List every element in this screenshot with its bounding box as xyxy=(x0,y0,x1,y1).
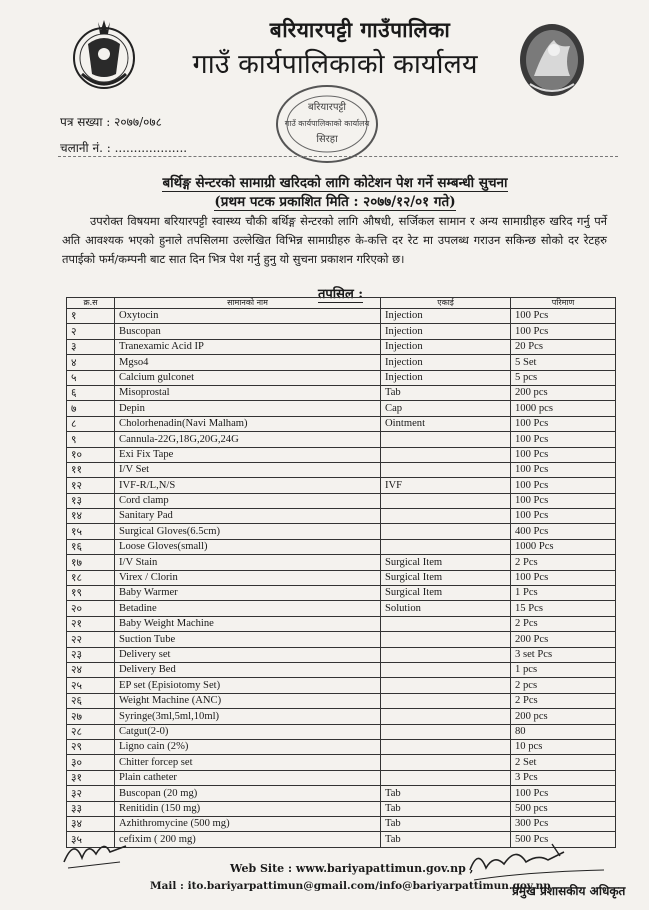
schedule-heading-text: तपसिल : xyxy=(318,287,364,302)
row-serial: २ xyxy=(67,324,115,339)
row-serial: ७ xyxy=(67,401,115,416)
row-item-name: Buscopan xyxy=(115,324,381,339)
row-unit xyxy=(381,524,511,539)
row-item-name: Buscopan (20 mg) xyxy=(115,786,381,801)
row-serial: २२ xyxy=(67,632,115,647)
row-serial: २७ xyxy=(67,709,115,724)
row-quantity: 100 Pcs xyxy=(511,447,616,462)
row-unit: Solution xyxy=(381,601,511,616)
row-unit xyxy=(381,493,511,508)
table-row xyxy=(67,309,616,324)
row-unit xyxy=(381,709,511,724)
row-unit: Injection xyxy=(381,339,511,354)
row-serial: २१ xyxy=(67,616,115,631)
row-quantity: 100 Pcs xyxy=(511,416,616,431)
row-unit xyxy=(381,693,511,708)
row-unit: Injection xyxy=(381,324,511,339)
row-unit xyxy=(381,616,511,631)
row-unit xyxy=(381,755,511,770)
row-unit: Surgical Item xyxy=(381,555,511,570)
table-row xyxy=(67,416,616,431)
table-row xyxy=(67,724,616,739)
row-serial: १५ xyxy=(67,524,115,539)
table-row xyxy=(67,739,616,754)
stamp-line-3: सिरहा xyxy=(316,134,338,145)
table-row xyxy=(67,524,616,539)
row-item-name: Depin xyxy=(115,401,381,416)
row-serial: ३० xyxy=(67,755,115,770)
row-unit: Injection xyxy=(381,309,511,324)
row-quantity: 15 Pcs xyxy=(511,601,616,616)
row-serial: १२ xyxy=(67,478,115,493)
row-item-name: Tranexamic Acid IP xyxy=(115,339,381,354)
row-item-name: Chitter forcep set xyxy=(115,755,381,770)
row-serial: १६ xyxy=(67,539,115,554)
table-row xyxy=(67,324,616,339)
row-item-name: EP set (Episiotomy Set) xyxy=(115,678,381,693)
row-unit: Cap xyxy=(381,401,511,416)
row-quantity: 1 Pcs xyxy=(511,586,616,601)
row-quantity: 100 Pcs xyxy=(511,462,616,477)
row-quantity: 100 Pcs xyxy=(511,324,616,339)
row-item-name: I/V Set xyxy=(115,462,381,477)
row-item-name: Delivery set xyxy=(115,647,381,662)
row-quantity: 100 Pcs xyxy=(511,309,616,324)
row-quantity: 300 Pcs xyxy=(511,816,616,831)
row-quantity: 2 Set xyxy=(511,755,616,770)
table-row xyxy=(67,786,616,801)
row-quantity: 100 Pcs xyxy=(511,509,616,524)
row-item-name: IVF-R/L,N/S xyxy=(115,478,381,493)
col-header-item: सामानको नाम xyxy=(115,298,381,309)
row-unit xyxy=(381,447,511,462)
row-quantity: 20 Pcs xyxy=(511,339,616,354)
row-serial: १ xyxy=(67,309,115,324)
table-row xyxy=(67,693,616,708)
office-name: गाउँ कार्यपालिकाको कार्यालय xyxy=(192,49,478,80)
table-row xyxy=(67,586,616,601)
row-serial: २४ xyxy=(67,662,115,677)
dispatch-number: चलानी नं. : ................... xyxy=(60,141,188,155)
officer-title: प्रमुख प्रशासकीय अधिकृत xyxy=(512,884,626,898)
row-unit: Surgical Item xyxy=(381,570,511,585)
row-unit: Tab xyxy=(381,832,511,847)
row-serial: ४ xyxy=(67,355,115,370)
row-serial: ३३ xyxy=(67,801,115,816)
table-row xyxy=(67,816,616,831)
row-serial: ३१ xyxy=(67,770,115,785)
row-serial: १८ xyxy=(67,570,115,585)
reference-number: पत्र सख्या : २०७७/०७८ xyxy=(60,115,162,129)
row-unit xyxy=(381,462,511,477)
row-item-name: Ligno cain (2%) xyxy=(115,739,381,754)
stamp-line-2: गाउँ कार्यपालिकाको कार्यालय xyxy=(284,119,370,128)
row-item-name: Weight Machine (ANC) xyxy=(115,693,381,708)
row-unit: Surgical Item xyxy=(381,586,511,601)
table-header-row xyxy=(67,298,616,309)
stamp-line-1: बरियारपट्टी xyxy=(307,102,347,113)
row-quantity: 400 Pcs xyxy=(511,524,616,539)
row-quantity: 100 Pcs xyxy=(511,786,616,801)
row-serial: १४ xyxy=(67,509,115,524)
row-quantity: 5 pcs xyxy=(511,370,616,385)
row-item-name: Betadine xyxy=(115,601,381,616)
table-row xyxy=(67,509,616,524)
row-unit: Tab xyxy=(381,816,511,831)
row-unit xyxy=(381,509,511,524)
row-unit: IVF xyxy=(381,478,511,493)
row-item-name: Renitidin (150 mg) xyxy=(115,801,381,816)
row-unit: Tab xyxy=(381,801,511,816)
row-item-name: Mgso4 xyxy=(115,355,381,370)
row-item-name: Azhithromycine (500 mg) xyxy=(115,816,381,831)
row-serial: २८ xyxy=(67,724,115,739)
row-unit xyxy=(381,724,511,739)
row-unit: Ointment xyxy=(381,416,511,431)
items-table xyxy=(66,297,616,848)
col-header-quantity: परिमाण xyxy=(511,298,616,309)
municipality-name: बरियारपट्टी गाउँपालिका xyxy=(269,17,451,42)
row-serial: १३ xyxy=(67,493,115,508)
notice-title xyxy=(120,173,550,191)
row-quantity: 100 Pcs xyxy=(511,493,616,508)
row-quantity: 3 set Pcs xyxy=(511,647,616,662)
signature-left-icon xyxy=(60,832,130,872)
row-serial: १० xyxy=(67,447,115,462)
table-row xyxy=(67,801,616,816)
table-row xyxy=(67,678,616,693)
footer-email: Mail : ito.bariyarpattimun@gmail.com/info@bariyarpattimun.gov.np xyxy=(150,880,551,892)
row-item-name: Loose Gloves(small) xyxy=(115,539,381,554)
row-serial: ३५ xyxy=(67,832,115,847)
row-quantity: 200 Pcs xyxy=(511,632,616,647)
row-item-name: Delivery Bed xyxy=(115,662,381,677)
row-item-name: Exi Fix Tape xyxy=(115,447,381,462)
row-serial: ३ xyxy=(67,339,115,354)
row-serial: ६ xyxy=(67,385,115,400)
row-serial: ११ xyxy=(67,462,115,477)
row-quantity: 1000 pcs xyxy=(511,401,616,416)
row-item-name: Baby Weight Machine xyxy=(115,616,381,631)
row-unit xyxy=(381,662,511,677)
nepal-emblem-icon xyxy=(68,14,140,98)
row-serial: १७ xyxy=(67,555,115,570)
row-quantity: 100 Pcs xyxy=(511,478,616,493)
footer-website: Web Site : www.bariyapattimun.gov.np , xyxy=(230,862,474,875)
row-serial: ५ xyxy=(67,370,115,385)
table-row xyxy=(67,570,616,585)
row-unit xyxy=(381,647,511,662)
row-serial: ३४ xyxy=(67,816,115,831)
table-row xyxy=(67,709,616,724)
table-row xyxy=(67,493,616,508)
row-serial: १९ xyxy=(67,586,115,601)
row-unit: Injection xyxy=(381,355,511,370)
row-quantity: 80 xyxy=(511,724,616,739)
row-unit xyxy=(381,678,511,693)
table-row xyxy=(67,539,616,554)
row-quantity: 2 pcs xyxy=(511,678,616,693)
row-serial: ८ xyxy=(67,416,115,431)
table-row xyxy=(67,462,616,477)
row-unit: Tab xyxy=(381,786,511,801)
row-quantity: 500 Pcs xyxy=(511,832,616,847)
notice-subtitle-text: (प्रथम पटक प्रकाशित मिति : २०७७/१२/०१ गते) xyxy=(214,194,456,210)
col-header-sn: क्र.स xyxy=(67,298,115,309)
notice-body: उपरोक्त विषयमा बरियारपट्टी स्वास्थ्य चौकी बर्थिङ्ग सेन्टरको लागि औषधी, सर्जिकल सामान र अन्य सामाग्रीहरु खरिद गर्नु पर्ने अति आवश्यक भएको हुनाले तपसिलमा उल्लेखित विभिन्न सामाग्रीहरु के-कत्ति दर रेट मा उपलब्ध गराउन सकिन्छ सोको दर रेटहरु तपाईको फर्म/कम्पनी बाट सात दिन भित्र पेश गर्नु हुनु यो सुचना प्रकाशन गरिएको छ। xyxy=(62,214,607,266)
row-serial: २३ xyxy=(67,647,115,662)
table-row xyxy=(67,632,616,647)
table-row xyxy=(67,339,616,354)
row-unit xyxy=(381,432,511,447)
col-header-unit: एकाई xyxy=(381,298,511,309)
row-item-name: Suction Tube xyxy=(115,632,381,647)
table-row xyxy=(67,770,616,785)
row-item-name: Cord clamp xyxy=(115,493,381,508)
notice-subtitle xyxy=(120,192,550,210)
row-quantity: 200 pcs xyxy=(511,385,616,400)
table-row xyxy=(67,370,616,385)
row-unit xyxy=(381,632,511,647)
row-item-name: Sanitary Pad xyxy=(115,509,381,524)
table-row xyxy=(67,647,616,662)
row-item-name: Catgut(2-0) xyxy=(115,724,381,739)
row-item-name: Virex / Clorin xyxy=(115,570,381,585)
table-row xyxy=(67,355,616,370)
row-quantity: 2 Pcs xyxy=(511,555,616,570)
row-item-name: I/V Stain xyxy=(115,555,381,570)
table-row xyxy=(67,755,616,770)
row-quantity: 200 pcs xyxy=(511,709,616,724)
row-quantity: 2 Pcs xyxy=(511,693,616,708)
row-quantity: 1000 Pcs xyxy=(511,539,616,554)
row-item-name: Syringe(3ml,5ml,10ml) xyxy=(115,709,381,724)
table-row xyxy=(67,401,616,416)
row-serial: ९ xyxy=(67,432,115,447)
row-item-name: Cholorhenadin(Navi Malham) xyxy=(115,416,381,431)
table-body xyxy=(67,309,616,848)
row-serial: २६ xyxy=(67,693,115,708)
row-quantity: 10 pcs xyxy=(511,739,616,754)
header-divider xyxy=(58,156,618,157)
row-item-name: Surgical Gloves(6.5cm) xyxy=(115,524,381,539)
row-item-name: Calcium gulconet xyxy=(115,370,381,385)
table-row xyxy=(67,447,616,462)
row-unit xyxy=(381,770,511,785)
row-quantity: 100 Pcs xyxy=(511,432,616,447)
row-serial: ३२ xyxy=(67,786,115,801)
row-item-name: Misoprostal xyxy=(115,385,381,400)
table-row xyxy=(67,555,616,570)
row-quantity: 1 pcs xyxy=(511,662,616,677)
row-quantity: 3 Pcs xyxy=(511,770,616,785)
table-row xyxy=(67,478,616,493)
table-row xyxy=(67,432,616,447)
row-unit: Tab xyxy=(381,385,511,400)
row-unit: Injection xyxy=(381,370,511,385)
row-item-name: Baby Warmer xyxy=(115,586,381,601)
row-unit xyxy=(381,539,511,554)
row-item-name: Oxytocin xyxy=(115,309,381,324)
notice-title-text: बर्थिङ्ग सेन्टरको सामाग्री खरिदको लागि कोटेशन पेश गर्ने सम्बन्धी सुचना xyxy=(162,175,508,191)
table-row xyxy=(67,616,616,631)
office-stamp-icon xyxy=(272,80,382,168)
row-serial: २९ xyxy=(67,739,115,754)
row-quantity: 100 Pcs xyxy=(511,570,616,585)
row-item-name: Plain catheter xyxy=(115,770,381,785)
row-quantity: 5 Set xyxy=(511,355,616,370)
row-quantity: 500 pcs xyxy=(511,801,616,816)
row-item-name: Cannula-22G,18G,20G,24G xyxy=(115,432,381,447)
municipality-logo-icon xyxy=(514,18,590,102)
table-row xyxy=(67,662,616,677)
row-serial: २० xyxy=(67,601,115,616)
row-unit xyxy=(381,739,511,754)
row-serial: २५ xyxy=(67,678,115,693)
row-quantity: 2 Pcs xyxy=(511,616,616,631)
table-row xyxy=(67,385,616,400)
table-row xyxy=(67,601,616,616)
row-item-name: cefixim ( 200 mg) xyxy=(115,832,381,847)
